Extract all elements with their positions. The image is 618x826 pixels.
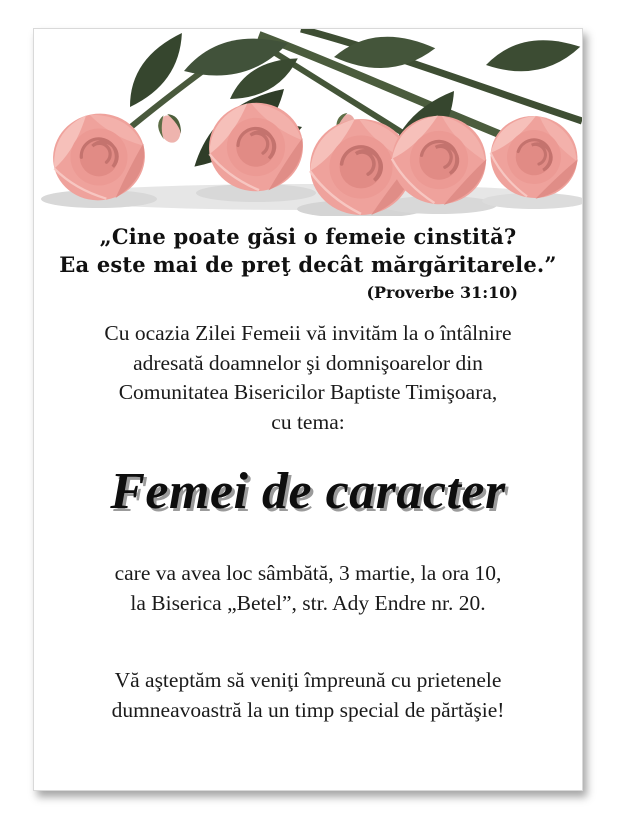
intro-line-1: Cu ocazia Zilei Femeii vă invităm la o întâlnire [104,321,512,345]
scripture-quote [34,223,582,279]
intro-line-3: Comunitatea Bisericilor Baptiste Timişoara, [118,380,498,404]
scripture-quote-line-2: Ea este mai de preţ decât mărgăritarele.” [59,252,557,277]
event-details [34,559,582,618]
scripture-reference: (Proverbe 31:10) [366,283,518,302]
intro-line-4: cu tema: [271,409,345,434]
scripture-quote-line-1: „Cine poate găsi o femeie cinstită? [99,224,517,249]
event-title: Femei de caracter [110,463,506,520]
event-details-line-1: care va avea loc sâmbătă, 3 martie, la ora 10, [114,561,502,585]
intro-line-2: adresată doamnelor şi domnişoarelor din [133,350,483,375]
closing-line-1: Vă aşteptăm să veniţi împreună cu prietenele [114,668,502,692]
event-details-line-2: la Biserica „Betel”, str. Ady Endre nr. 20. [130,590,486,615]
intro-paragraph [34,319,582,437]
closing-message [34,666,582,725]
closing-line-2: dumneavoastră la un timp special de părtăşie! [111,697,505,722]
invitation-card [33,28,583,791]
roses-image [34,29,582,216]
